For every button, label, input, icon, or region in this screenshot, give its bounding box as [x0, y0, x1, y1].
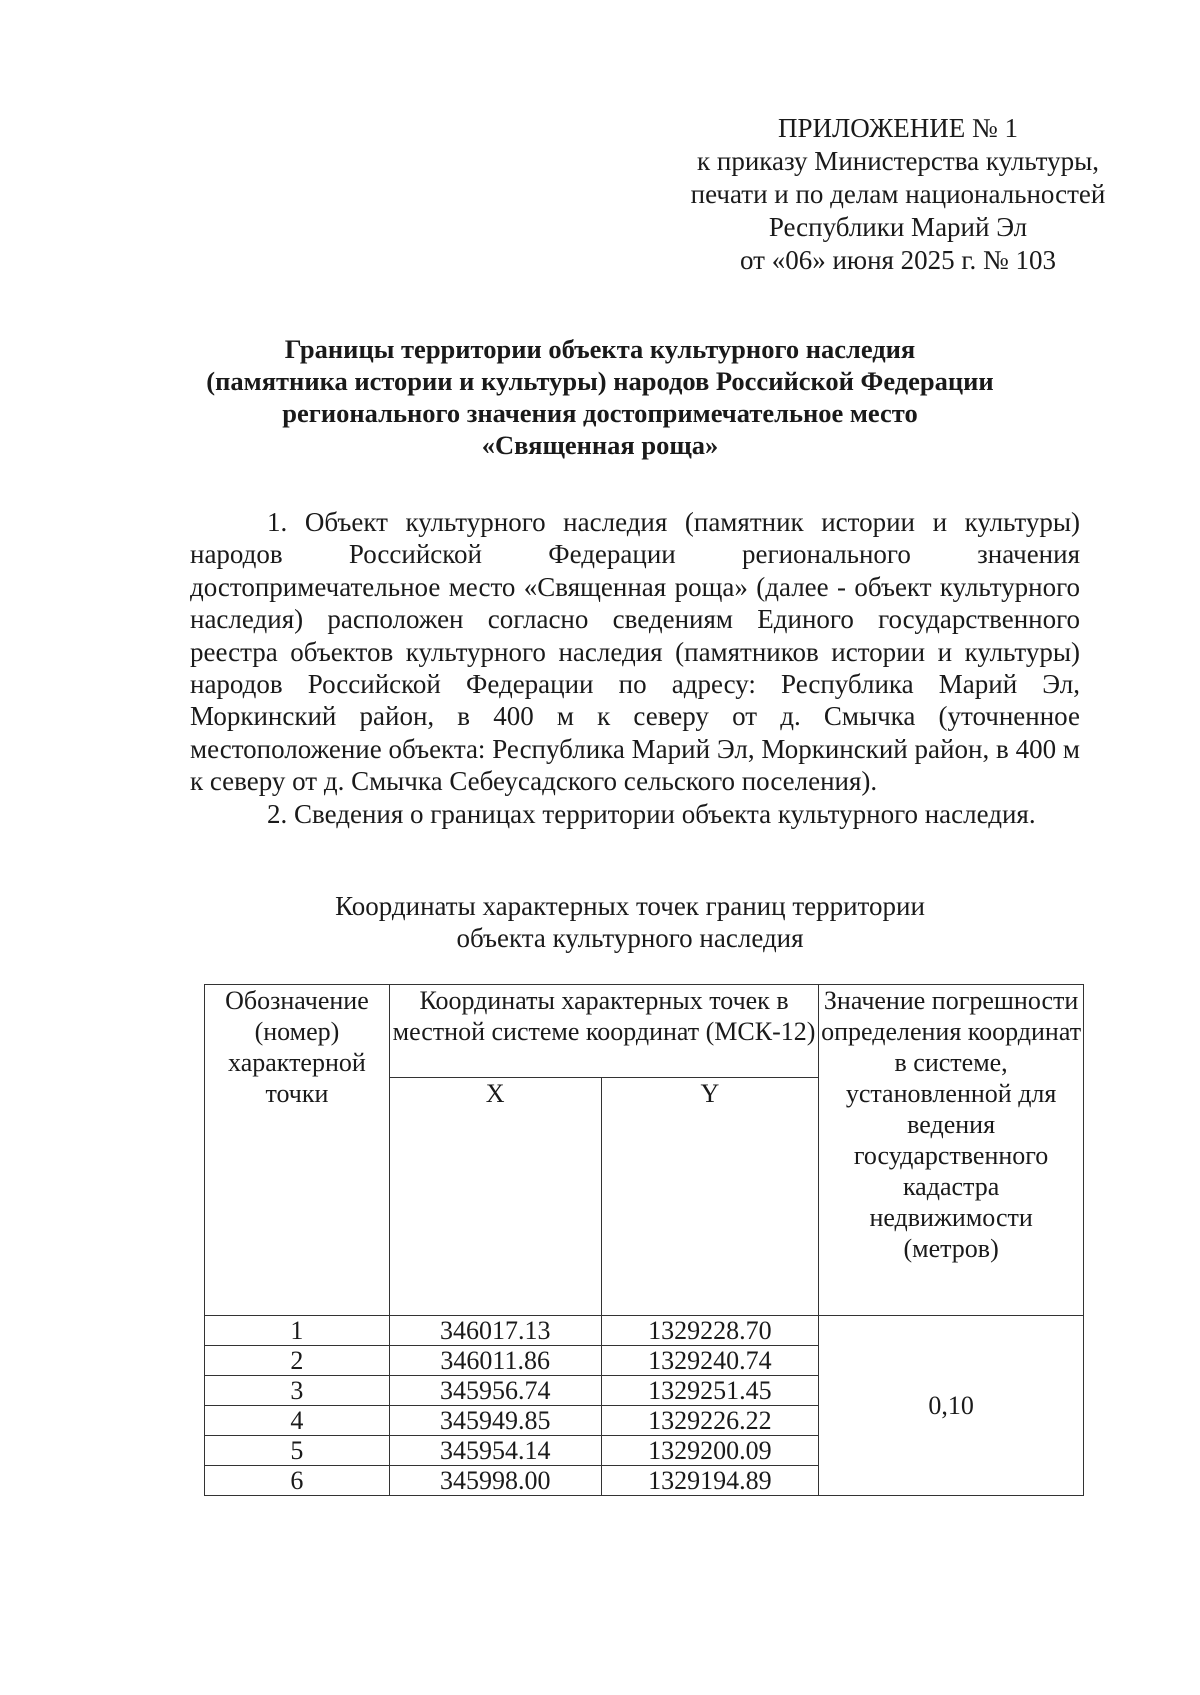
cell-x: 345998.00: [389, 1466, 601, 1496]
cell-point-number: 3: [205, 1376, 390, 1406]
paragraph-1: 1. Объект культурного наследия (памятник истории и культуры) народов Российской Федерации регионального значения достопримечательное место «Священная роща» (далее - объект культурного наследия) расположен согласно сведениям Единого государственного реестра объектов культурного наследия (памятников истории и культуры) народов Российской Федерации по адресу: Республика Марий Эл, Моркинский район, в 400 м к северу от д. Смычка (уточненное местоположение объекта: Республика Марий Эл, Моркинский район, в 400 м к северу от д. Смычка Себеусадского сельского поселения).: [190, 507, 1080, 797]
title-line-2: (памятника истории и культуры) народов Российской Федерации: [206, 366, 994, 396]
cell-x: 345954.14: [389, 1436, 601, 1466]
cell-x: 345956.74: [389, 1376, 601, 1406]
cell-point-number: 6: [205, 1466, 390, 1496]
cell-point-number: 5: [205, 1436, 390, 1466]
cell-y: 1329200.09: [601, 1436, 819, 1466]
paragraph-2: 2. Сведения о границах территории объекта культурного наследия.: [267, 798, 1036, 829]
title-line-1: Границы территории объекта культурного наследия: [284, 334, 916, 364]
header-coords: Координаты характерных точек в местной системе координат (МСК-12): [389, 985, 818, 1078]
cell-point-number: 2: [205, 1346, 390, 1376]
appendix-line-3: Республики Марий Эл: [768, 212, 1028, 242]
header-x: X: [389, 1078, 601, 1316]
coordinates-table: [204, 984, 1084, 1496]
title-line-3: регионального значения достопримечательное место: [282, 398, 918, 428]
cell-y: 1329240.74: [601, 1346, 819, 1376]
table-caption-line-1: Координаты характерных точек границ территории: [335, 891, 925, 921]
appendix-header: [628, 112, 1108, 277]
cell-y: 1329194.89: [601, 1466, 819, 1496]
cell-x: 346017.13: [389, 1316, 601, 1346]
table-row: [205, 1316, 1084, 1346]
cell-y: 1329226.22: [601, 1406, 819, 1436]
cell-error-value: 0,10: [819, 1316, 1084, 1496]
document-body: [190, 506, 1080, 830]
cell-x: 346011.86: [389, 1346, 601, 1376]
appendix-line-4: от «06» июня 2025 г. № 103: [740, 245, 1056, 275]
cell-point-number: 4: [205, 1406, 390, 1436]
appendix-title: ПРИЛОЖЕНИЕ № 1: [777, 113, 1019, 143]
header-error: Значение погрешности определения координат в системе, установленной для ведения государственного кадастра недвижимости (метров): [819, 985, 1084, 1316]
appendix-line-1: к приказу Министерства культуры,: [697, 146, 1099, 176]
header-y: Y: [601, 1078, 819, 1316]
table-caption: [200, 890, 1060, 954]
title-line-4: «Священная роща»: [481, 430, 719, 460]
cell-point-number: 1: [205, 1316, 390, 1346]
table-caption-line-2: объекта культурного наследия: [456, 923, 804, 953]
header-point: Обозначение (номер) характерной точки: [205, 985, 390, 1316]
cell-y: 1329251.45: [601, 1376, 819, 1406]
table-header-row: [205, 985, 1084, 1078]
appendix-line-2: печати и по делам национальностей: [690, 179, 1106, 209]
cell-y: 1329228.70: [601, 1316, 819, 1346]
document-title: [150, 333, 1050, 461]
cell-x: 345949.85: [389, 1406, 601, 1436]
